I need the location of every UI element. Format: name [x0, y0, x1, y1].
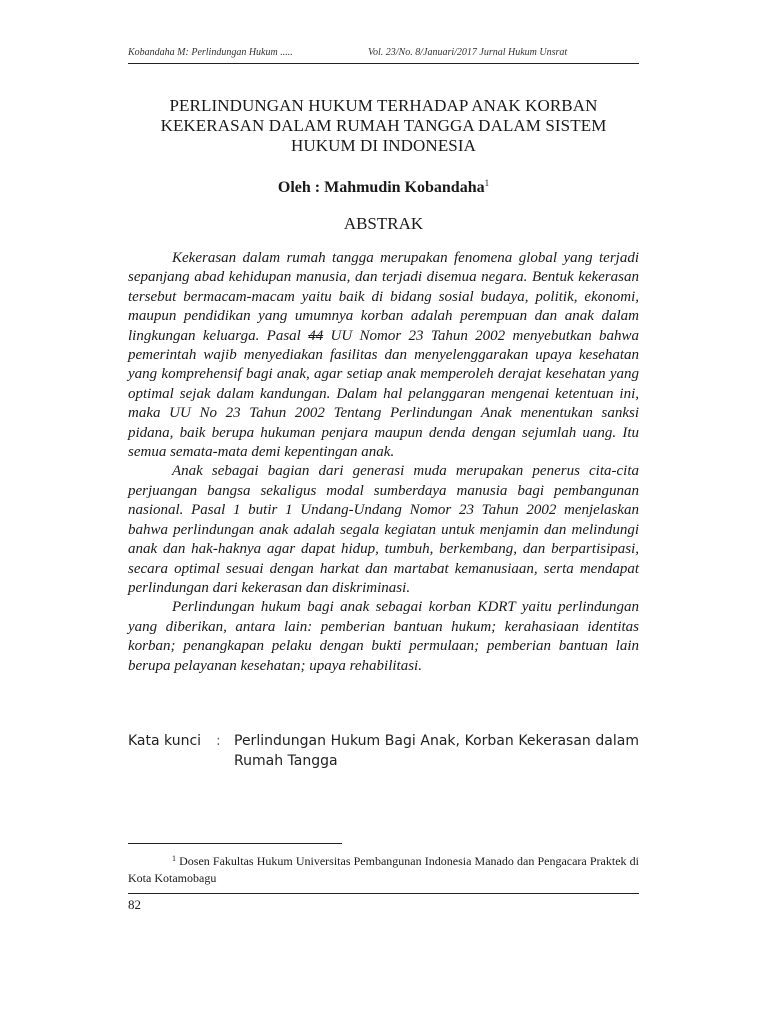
- footnote-rule: [128, 843, 342, 844]
- title-line-1: PERLINDUNGAN HUKUM TERHADAP ANAK KORBAN: [169, 96, 598, 115]
- abstract-heading: ABSTRAK: [343, 214, 424, 233]
- abstract-p1-text-b: UU Nomor 23 Tahun 2002 menyebutkan bahwa pemerintah wajib menyediakan fasilitas dan menyelenggarakan upaya kesehatan yang komprehensif bagi anak, agar setiap anak memperoleh derajat kesehatan yang optimal sejak dalam kandungan. Dalam hal pelanggaran mengenai ketentuan ini, maka UU No 23 Tahun 2002 Tentang Perlindungan Anak menentukan sanksi pidana, baik berupa hukuman penjara maupun denda dengan sejumlah uang. Itu semua semata-mata demi kepentingan anak.: [128, 327, 639, 461]
- footnote-text: Dosen Fakultas Hukum Universitas Pembangunan Indonesia Manado dan Pengacara Praktek di Kota Kotamobagu: [128, 854, 639, 885]
- running-header-right: Vol. 23/No. 8/Januari/2017 Jurnal Hukum Unsrat: [368, 47, 568, 58]
- header-rule: [128, 63, 639, 64]
- abstract-paragraph-1: [128, 249, 639, 462]
- author-footnote-mark: 1: [484, 178, 490, 188]
- author-name: Oleh : Mahmudin Kobandaha: [277, 179, 485, 196]
- title-line-3: HUKUM DI INDONESIA: [290, 136, 476, 155]
- footnote: [128, 850, 639, 887]
- keywords-label: Kata kunci: [128, 733, 202, 749]
- abstract-paragraph-3: Perlindungan hukum bagi anak sebagai korban KDRT yaitu perlindungan yang diberikan, antara lain: pemberian bantuan hukum; kerahasiaan identitas korban; penangkapan pelaku dengan bukti permulaan; pemberian bantuan lain berupa pelayanan kesehatan; upaya rehabilitasi.: [128, 599, 639, 674]
- page-number: 82: [128, 897, 141, 912]
- author-line: [128, 178, 639, 197]
- abstract-p1-text-a: Kekerasan dalam rumah tangga merupakan fenomena global yang terjadi sepanjang abad kehidupan manusia, dan terjadi disemua negara. Bentuk kekerasan tersebut bermacam-macam yaitu baik di bidang sosial budaya, politik, ekonomi, maupun pendidikan yang umumnya korban adalah perempuan dan anak dalam lingkungan keluarga. Pasal: [128, 250, 639, 344]
- abstract-paragraph-2: Anak sebagai bagian dari generasi muda merupakan penerus cita-cita perjuangan bangsa sekaligus modal sumberdaya manusia bagi pembangunan nasional. Pasal 1 butir 1 Undang-Undang Nomor 23 Tahun 2002 menjelaskan bahwa perlindungan anak adalah segala kegiatan untuk menjamin dan melindungi anak dan hak-haknya agar dapat hidup, tumbuh, berkembang, dan berpartisipasi, secara optimal sesuai dengan harkat dan martabat kemanusiaan, serta mendapat perlindungan dari kekerasan dan diskriminasi.: [128, 463, 639, 596]
- article-title: [128, 96, 639, 156]
- keywords-text: Perlindungan Hukum Bagi Anak, Korban Kekerasan dalam Rumah Tangga: [234, 733, 639, 769]
- footnote-mark: 1: [172, 854, 176, 863]
- footer-rule: [128, 893, 639, 894]
- abstract-body: [128, 249, 639, 676]
- title-line-2: KEKERASAN DALAM RUMAH TANGGA DALAM SISTEM: [160, 116, 607, 135]
- abstract-p1-struck-number: 44: [308, 327, 324, 344]
- keywords-colon: :: [216, 733, 221, 749]
- running-header-left: Kobandaha M: Perlindungan Hukum .....: [128, 47, 293, 58]
